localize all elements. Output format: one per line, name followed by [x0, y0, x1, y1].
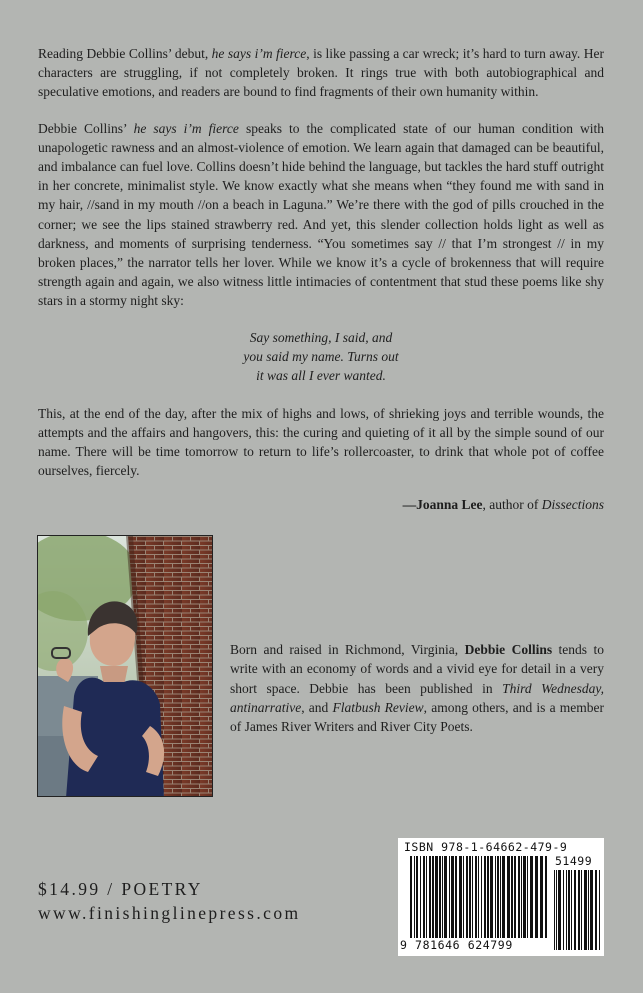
blurb-text: , is like passing a car wreck; it’s hard to turn away. Her characters are struggling, if not completely broken. It rings true with both autobiographical and speculative emotions, and readers are bound to find fragments of their own humanity within.: [38, 46, 604, 100]
bio-text: , among others, and is a member of James River Writers and River City Poets.: [230, 699, 604, 735]
barcode-bar: [463, 856, 464, 938]
barcode-bar: [523, 856, 526, 938]
barcode-bar: [426, 856, 427, 938]
book-title: he says i’m fierce: [133, 120, 239, 136]
barcode-bar: [578, 870, 580, 950]
barcode-bar: [584, 870, 587, 950]
attribution-text: , author of: [482, 497, 542, 513]
barcode-bar: [514, 856, 516, 938]
barcode-bar: [487, 856, 489, 938]
barcode-bar: [554, 870, 555, 950]
author-photo: [37, 535, 213, 797]
barcode-bar: [449, 856, 450, 938]
barcode-bar: [490, 856, 493, 938]
barcode-bar: [535, 856, 538, 938]
barcode-bar: [435, 856, 438, 938]
barcode-bar: [581, 870, 582, 950]
book-title: he says i’m fierce: [211, 46, 307, 61]
barcode-bar: [466, 856, 468, 938]
attribution-dash: —: [402, 497, 417, 513]
barcode-bar: [521, 856, 522, 938]
barcode-bar: [432, 856, 434, 938]
bio-text: tends to write with an economy of words and a vivid eye for detail in a very short space. Debbie has been published in: [230, 642, 604, 696]
publication-title: Flatbush Review: [332, 699, 424, 715]
barcode-bar: [478, 856, 479, 938]
blurb-paragraph-1: [38, 44, 604, 102]
barcode-bar: [429, 856, 431, 938]
barcode-bar: [495, 856, 496, 938]
author-bio: [230, 640, 604, 736]
barcode-bar: [563, 870, 564, 950]
barcode-bar: [540, 856, 543, 938]
barcode-bar: [566, 870, 567, 950]
barcode-bar: [497, 856, 499, 938]
barcode-bar: [571, 870, 572, 950]
barcode-bar: [451, 856, 454, 938]
price-addon-code: 51499: [555, 854, 593, 868]
reviewer-name: Joanna Lee: [416, 497, 483, 513]
publication-title: Third Wednesday,: [502, 680, 604, 696]
blurb-paragraph-3: This, at the end of the day, after the mix of highs and lows, of shrieking joys and terrible wounds, the attempts and the affairs and hangovers, this: the curing and quieting of it all by the simple sound of our name. There will be time tomorrow to return to life’s rollercoaster, to drink that whole pot of coffee ourselves, fiercely.: [38, 405, 604, 479]
isbn-barcode: [398, 838, 604, 956]
barcode-bar: [472, 856, 473, 938]
barcode-bar: [423, 856, 425, 938]
barcode-bar: [459, 856, 462, 938]
isbn-number: ISBN 978-1-64662-479-9: [404, 840, 568, 854]
blurb-paragraph-2: [38, 119, 604, 311]
barcode-bar: [595, 870, 597, 950]
barcode-bar: [590, 870, 593, 950]
barcode-bar: [442, 856, 443, 938]
price-category: $14.99 / POETRY: [38, 879, 203, 899]
blurb-text: Reading Debbie Collins’ debut,: [38, 46, 212, 61]
barcode-bar: [558, 870, 561, 950]
blurb-attribution: [38, 495, 604, 514]
review-blurbs: [38, 44, 604, 515]
bio-text: Born and raised in Richmond, Virginia,: [230, 642, 465, 657]
barcode-bar: [439, 856, 441, 938]
barcode-bar: [511, 856, 513, 938]
publisher-website: www.finishinglinepress.com: [38, 903, 301, 923]
blurb-text: speaks to the complicated state of our human condition with unapologetic rawness and an almost-violence of emotion. We learn again that damaged can be beautiful, and imbalance can fuel love. Collins doesn’t hide behind the language, but tackles the hard stuff outright in her concrete, minimalist style. We know exactly what she means when “they found me with sand in my hair, //sand in my mouth //on a beach in Laguna.” We’re there with the god of pills crouched in the corner; we see the lips stained strawberry red. And yet, this slender collection holds light as well as darkness, and moments of surprising tenderness. “You sometimes say // that I’m strongest // in my broken places,” the narrator tells her lover. While we know it’s a cycle of brokenness that will require strength again and again, we also witness little intimacies of contentment that stud these poems like shy stars in a stormy night sky:: [38, 120, 604, 309]
publication-title: antinarrative: [230, 699, 302, 715]
poem-excerpt: [38, 328, 604, 385]
barcode-bar: [574, 870, 576, 950]
barcode-bar: [588, 870, 589, 950]
poem-line: it was all I ever wanted.: [256, 367, 386, 383]
barcode-bar: [500, 856, 501, 938]
barcode-bar: [444, 856, 447, 938]
author-name: Debbie Collins: [464, 642, 553, 657]
barcode-bar: [416, 856, 418, 938]
barcode-bar: [556, 870, 557, 950]
poem-line: you said my name. Turns out: [243, 348, 399, 364]
barcode-bar: [527, 856, 528, 938]
ean-number: 9 781646 624799: [400, 938, 513, 952]
barcode-bar: [469, 856, 471, 938]
barcode-bar: [545, 856, 547, 938]
barcode-bar: [414, 856, 415, 938]
barcode-bar: [502, 856, 505, 938]
bio-text: , and: [301, 699, 333, 715]
barcode-bar: [410, 856, 412, 938]
barcode-bar: [507, 856, 510, 938]
poem-line: Say something, I said, and: [249, 329, 393, 345]
barcode-bar: [599, 870, 600, 950]
barcode-bar: [568, 870, 570, 950]
barcode-bar: [475, 856, 477, 938]
reviewer-book-title: Dissections: [541, 497, 604, 513]
barcode-bar: [484, 856, 486, 938]
blurb-text: Debbie Collins’: [38, 120, 134, 136]
barcode-bar: [530, 856, 533, 938]
barcode-bar: [420, 856, 421, 938]
barcode-bar: [455, 856, 457, 938]
barcode-bar: [518, 856, 520, 938]
barcode-bar: [481, 856, 482, 938]
